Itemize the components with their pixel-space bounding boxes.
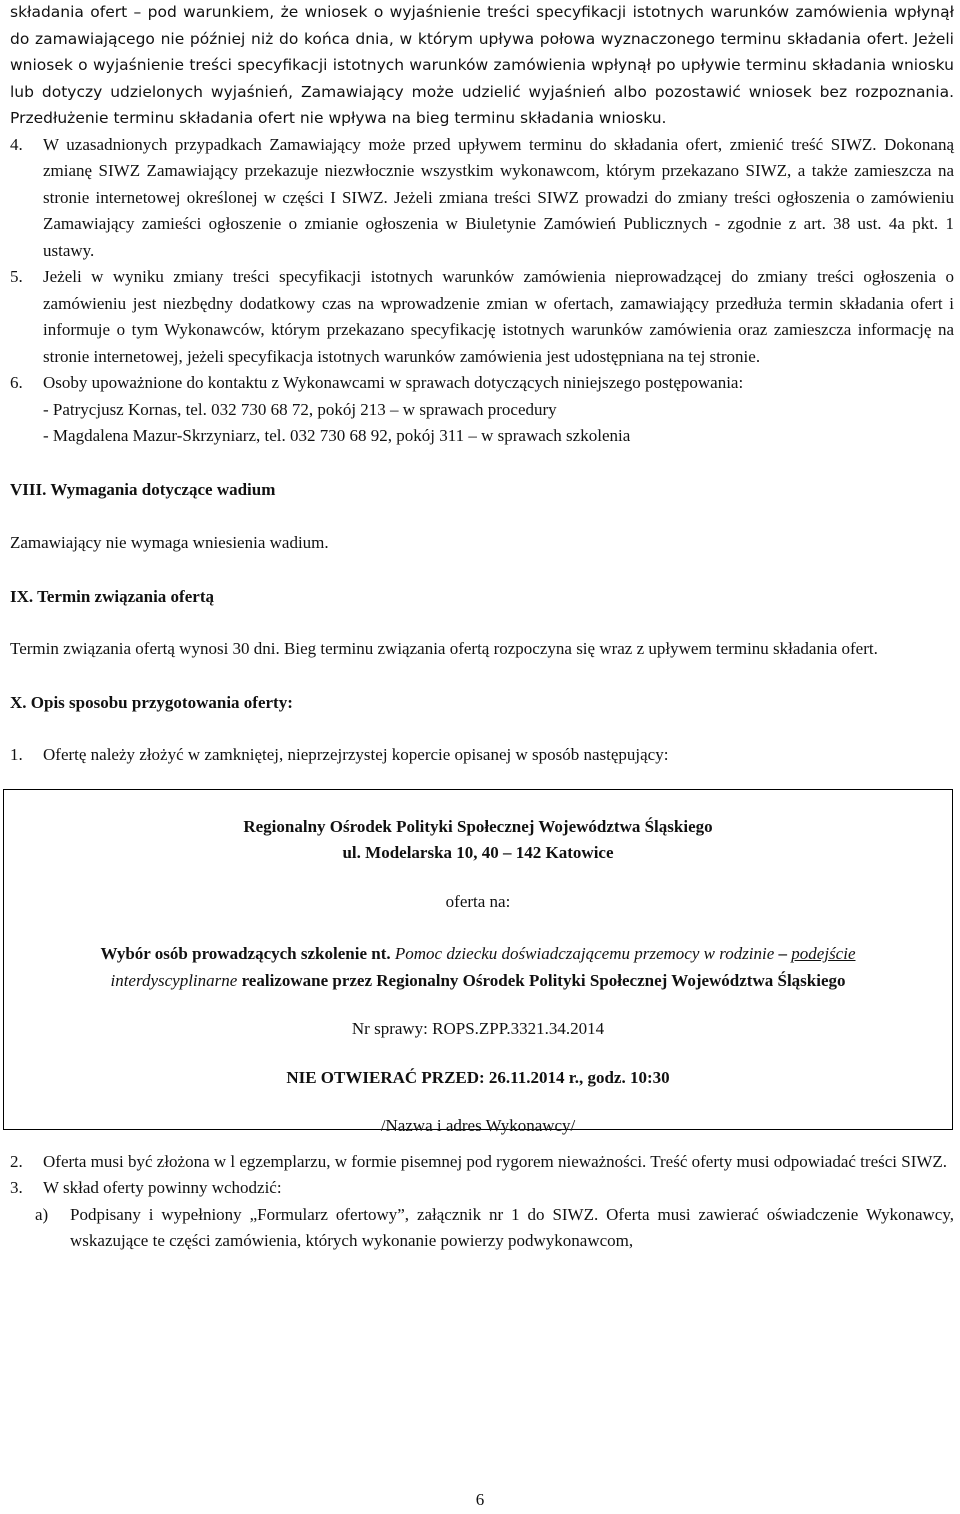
intro-part2: Jeżeli wniosek o wyjaśnienie treści specyfikacji istotnych warunków zamówienia wpłynął po upływie terminu składania wniosku lub dotyczy udzielonych wyjaśnień, Zamawiający może udzielić wyjaśnień albo pozostawić wniosek bez rozpoznania. Przedłużenie terminu składania ofert nie wpływa na bieg terminu składania wniosku. [10, 29, 954, 127]
list-item: 1. Ofertę należy złożyć w zamkniętej, nieprzejrzystej kopercie opisanej w sposób następujący: [10, 745, 669, 764]
list-item: 6. Osoby upoważnione do kontaktu z Wykonawcami w sprawach dotyczących niniejszego postępowania: [10, 373, 744, 392]
list-item: 5. Jeżeli w wyniku zmiany treści specyfikacji istotnych warunków zamówienia nieprowadzącej do zmiany treści ogłoszenia o zamówieniu jest niezbędny dodatkowy czas na wprowadzenie zmian w ofertach, zamawiający przedłuża termin składania ofert i informuje o tym Wykonawców, którym przekazano specyfikację istotnych warunków zamówienia oraz zamieszcza informację na stronie internetowej, jeżeli specyfikacja istotnych warunków zamówienia jest udostępniana na tej stronie. [10, 267, 954, 366]
intro-paragraph [10, 0, 954, 132]
contact-line: - Magdalena Mazur-Skrzyniarz, tel. 032 730 68 92, pokój 311 – w sprawach szkolenia [43, 426, 631, 445]
contact-line: - Patrycjusz Kornas, tel. 032 730 68 72, pokój 213 – w sprawach procedury [43, 399, 557, 419]
section-ix-text: Termin związania ofertą wynosi 30 dni. Bieg terminu związania ofertą rozpoczyna się wraz z upływem terminu składania ofert. [10, 639, 878, 658]
envelope-label-box [3, 789, 953, 1135]
page-number: 6 [475, 1490, 485, 1509]
envelope-address: ul. Modelarska 10, 40 – 142 Katowice [342, 843, 614, 862]
envelope-do-not-open: NIE OTWIERAĆ PRZED: 26.11.2014 r., godz. 10:30 [286, 1067, 670, 1087]
envelope-subject: Wybór osób prowadzących szkolenie nt. Pomoc dziecku doświadczającemu przemocy w rodzinie – podejście interdyscyplinarne realizowane przez Regionalny Ośrodek Polityki Społecznej Województwa Śląskiego [100, 944, 856, 990]
list-item: 2. Oferta musi być złożona w l egzemplarzu, w formie pisemnej pod rygorem nieważności. Treść oferty musi odpowiadać treści SIWZ. [10, 1151, 948, 1171]
envelope-institution: Regionalny Ośrodek Polityki Społecznej Województwa Śląskiego [243, 816, 713, 836]
document-page [10, 0, 954, 1255]
envelope-offer-for: oferta na: [445, 891, 511, 911]
sub-list-item: a) Podpisany i wypełniony „Formularz ofertowy”, załącznik nr 1 do SIWZ. Oferta musi zawierać oświadczenie Wykonawcy, wskazujące te części zamówienia, których wykonanie powierzy podwykonawcom, [35, 1204, 954, 1250]
section-heading-viii: VIII. Wymagania dotyczące wadium [10, 479, 276, 499]
list-item: 3. W skład oferty powinny wchodzić: [10, 1178, 282, 1197]
section-heading-x: X. Opis sposobu przygotowania oferty: [10, 692, 293, 712]
section-viii-text: Zamawiający nie wymaga wniesienia wadium. [10, 533, 329, 552]
intro-part1: składania ofert – pod warunkiem, że wniosek o wyjaśnienie treści specyfikacji istotnych warunków zamówienia wpłynął do zamawiającego nie później niż do końca dnia, w którym upływa połowa wyznaczonego terminu składania ofert. [10, 3, 954, 48]
list-item: 4. W uzasadnionych przypadkach Zamawiający może przed upływem terminu do składania ofert, zmienić treść SIWZ. Dokonaną zmianę SIWZ Zamawiający przekazuje niezwłocznie wszystkim wykonawcom, którym przekazano SIWZ, a także zamieszcza na stronie internetowej określonej w części I SIWZ. Jeżeli zmiana treści SIWZ prowadzi do zmiany treści ogłoszenia o zamówieniu Zamawiający zamieści ogłoszenie o zmianie ogłoszenia w Biuletynie Zamówień Publicznych - zgodnie z art. 38 ust. 4a pkt. 1 ustawy. [10, 134, 954, 260]
section-heading-ix: IX. Termin związania ofertą [10, 586, 214, 606]
envelope-case-number: Nr sprawy: ROPS.ZPP.3321.34.2014 [351, 1019, 605, 1038]
envelope-contractor: /Nazwa i adres Wykonawcy/ [380, 1116, 576, 1135]
